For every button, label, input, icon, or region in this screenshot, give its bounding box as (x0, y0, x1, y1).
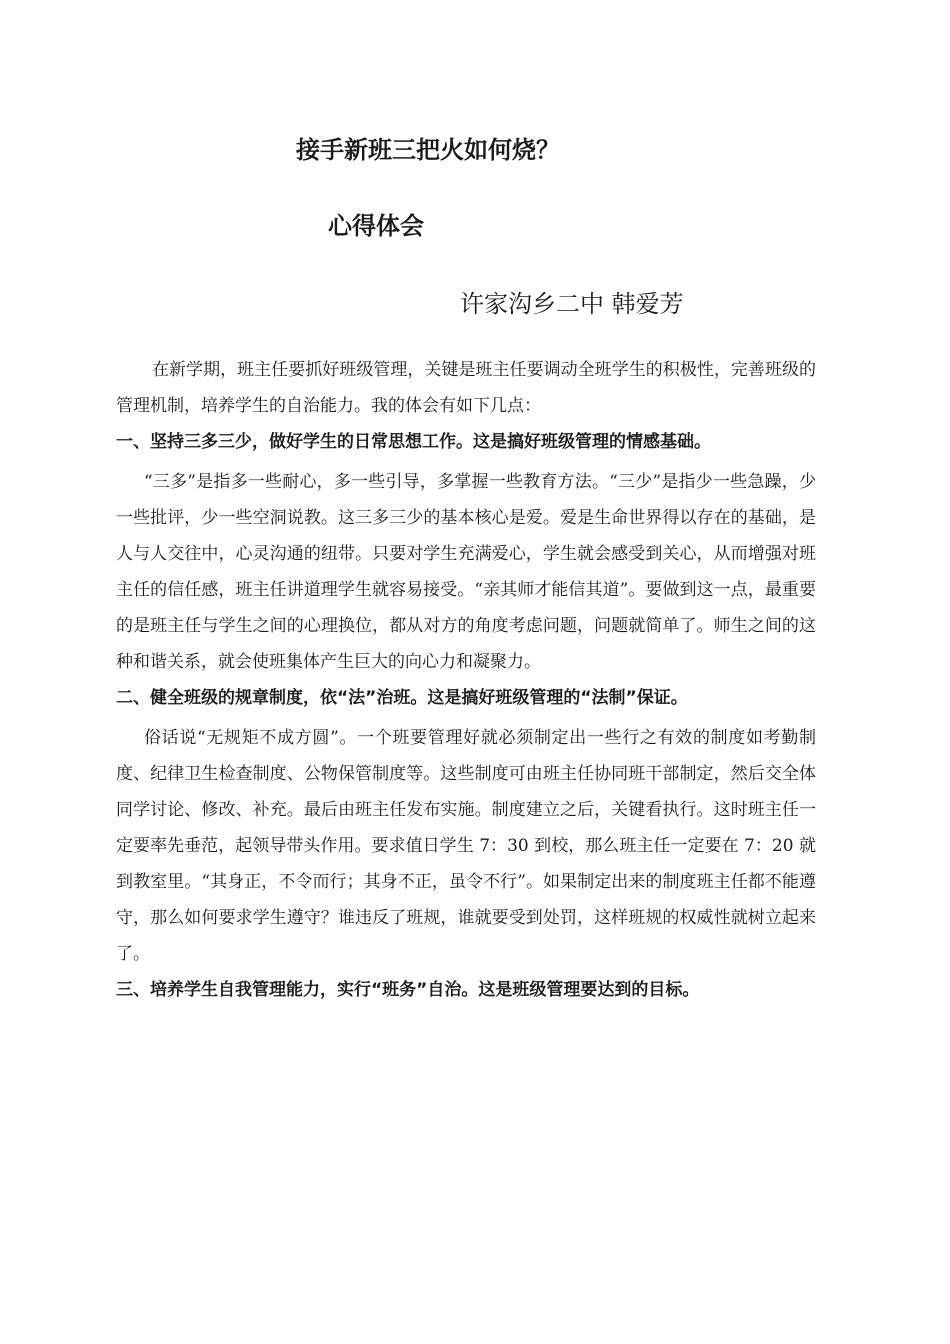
section-2-paragraph: 俗话说“无规矩不成方圆”。一个班要管理好就必须制定出一些行之有效的制度如考勤制度、纪律卫生检查制度、公物保管制度等。这些制度可由班主任协同班干部制定，然后交全体同学讨论、修改、补充。最后由班主任发布实施。制度建立之后，关键看执行。这时班主任一定要率先垂范，起领导带头作用。要求值日学生 7：30 到校，那么班主任一定要在 7：20 就到教室里。“其身正，不令而行；其身不正，虽令不行”。如果制定出来的制度班主任都不能遵守，那么如何要求学生遵守？谁违反了班规，谁就要受到处罚，这样班规的权威性就树立起来了。 (116, 728, 816, 964)
document-subtitle: 心得体会 (328, 212, 424, 240)
section-2-heading: 二、健全班级的规章制度，依“法”治班。这是搞好班级管理的“法制”保证。 (116, 688, 688, 708)
document-title: 接手新班三把火如何烧？ (296, 136, 560, 164)
section-1-heading: 一、坚持三多三少，做好学生的日常思想工作。这是搞好班级管理的情感基础。 (116, 432, 711, 452)
section-1-paragraph: “三多”是指多一些耐心，多一些引导，多掌握一些教育方法。“三少”是指少一些急躁，少一些批评，少一些空洞说教。这三多三少的基本核心是爱。爱是生命世界得以存在的基础，是人与人交往中，心灵沟通的纽带。只要对学生充满爱心，学生就会感受到关心，从而增强对班主任的信任感，班主任讲道理学生就容易接受。“亲其师才能信其道”。要做到这一点，最重要的是班主任与学生之间的心理换位，都从对方的角度考虑问题，问题就简单了。师生之间的这种和谐关系，就会使班集体产生巨大的向心力和凝聚力。 (116, 472, 816, 672)
document-body (116, 352, 816, 1012)
section-3-heading: 三、培养学生自我管理能力，实行“班务”自治。这是班级管理要达到的目标。 (116, 980, 700, 1000)
intro-paragraph: 在新学期，班主任要抓好班级管理，关键是班主任要调动全班学生的积极性，完善班级的管理机制，培养学生的自治能力。我的体会有如下几点： (116, 360, 816, 416)
document-author: 许家沟乡二中 韩爱芳 (460, 290, 684, 318)
